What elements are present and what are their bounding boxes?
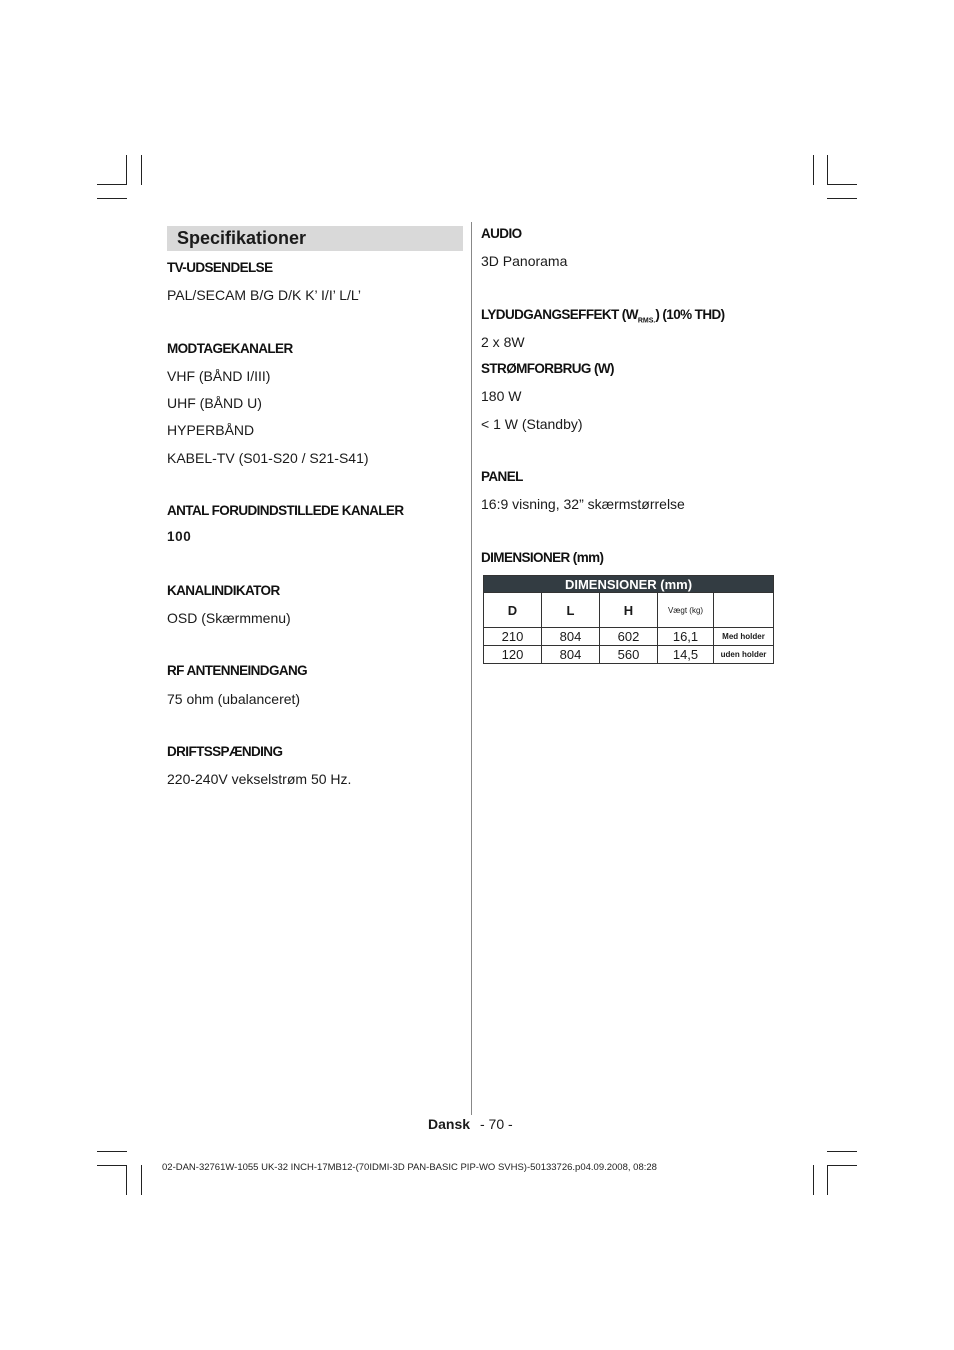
value-rf-antenna: 75 ohm (ubalanceret) — [167, 691, 301, 707]
table-row — [484, 628, 774, 646]
table-cell: 602 — [600, 628, 658, 646]
page-title: Specifikationer — [177, 228, 307, 248]
value-power-on: 180 W — [481, 388, 522, 404]
value-tv-broadcast: PAL/SECAM B/G D/K K’ I/I’ L/L’ — [167, 287, 361, 303]
crop-mark — [827, 1165, 828, 1195]
value-panel: 16:9 visning, 32” skærmstørrelse — [481, 496, 685, 512]
column-header: D — [484, 593, 542, 628]
crop-mark — [141, 1165, 142, 1195]
table-cell: 804 — [542, 646, 600, 664]
column-header: Vægt (kg) — [658, 593, 714, 628]
crop-mark — [97, 1151, 127, 1152]
value-channel-indicator: OSD (Skærmmenu) — [167, 610, 291, 626]
heading-receiving-channels: MODTAGEKANALER — [167, 341, 293, 356]
table-cell: Med holder — [714, 628, 774, 646]
crop-mark — [827, 184, 857, 185]
value-uhf: UHF (BÅND U) — [167, 395, 262, 411]
table-cell: 210 — [484, 628, 542, 646]
heading-panel: PANEL — [481, 469, 523, 484]
crop-mark — [97, 1165, 127, 1166]
table-cell: 16,1 — [658, 628, 714, 646]
crop-mark — [97, 184, 127, 185]
value-audio-output: 2 x 8W — [481, 334, 525, 350]
heading-preset-channels: ANTAL FORUDINDSTILLEDE KANALER — [167, 503, 404, 518]
heading-rf-antenna: RF ANTENNEINDGANG — [167, 663, 308, 678]
heading-channel-indicator: KANALINDIKATOR — [167, 583, 280, 598]
crop-mark — [827, 1151, 857, 1152]
table-caption: DIMENSIONER (mm) — [484, 576, 774, 593]
heading-audio-output-main: LYDUDGANGSEFFEKT (W — [481, 307, 638, 322]
heading-dimensions: DIMENSIONER (mm) — [481, 550, 604, 565]
value-cable-tv: KABEL-TV (S01-S20 / S21-S41) — [167, 450, 369, 466]
column-header: H — [600, 593, 658, 628]
value-preset-channels: 100 — [167, 529, 192, 544]
heading-audio: AUDIO — [481, 226, 522, 241]
page-number: - 70 - — [480, 1116, 513, 1132]
footer-language: Dansk — [428, 1116, 471, 1132]
footer-file-info: 02-DAN-32761W-1055 UK-32 INCH-17MB12-(70IDMI-3D PAN-BASIC PIP-WO SVHS)-50133726.p04.09.2008, 08:28 — [162, 1162, 657, 1173]
table-header-row — [484, 593, 774, 628]
heading-audio-output — [481, 307, 725, 325]
column-divider — [471, 222, 472, 1115]
table-cell: uden holder — [714, 646, 774, 664]
crop-mark — [126, 155, 127, 185]
table-cell: 804 — [542, 628, 600, 646]
column-header: L — [542, 593, 600, 628]
crop-mark — [141, 155, 142, 185]
value-hyperband: HYPERBÅND — [167, 422, 255, 438]
table-cell: 14,5 — [658, 646, 714, 664]
column-header — [714, 593, 774, 628]
section-title-bar — [167, 226, 463, 251]
heading-audio-output-end: ) (10% THD) — [655, 307, 725, 322]
crop-mark — [813, 1165, 814, 1195]
crop-mark — [126, 1165, 127, 1195]
heading-operating-voltage: DRIFTSSPÆNDING — [167, 744, 283, 759]
heading-tv-broadcast: TV-UDSENDELSE — [167, 260, 273, 275]
value-vhf: VHF (BÅND I/III) — [167, 368, 271, 384]
heading-power-consumption: STRØMFORBRUG (W) — [481, 361, 614, 376]
value-audio: 3D Panorama — [481, 253, 568, 269]
heading-audio-output-sub: RMS. — [637, 317, 656, 325]
crop-mark — [813, 155, 814, 185]
table-row — [484, 646, 774, 664]
value-power-standby: < 1 W (Standby) — [481, 416, 583, 432]
crop-mark — [827, 1165, 857, 1166]
crop-mark — [827, 198, 857, 199]
table-cell: 120 — [484, 646, 542, 664]
table-cell: 560 — [600, 646, 658, 664]
value-operating-voltage: 220-240V vekselstrøm 50 Hz. — [167, 771, 352, 787]
crop-mark — [97, 198, 127, 199]
crop-mark — [827, 155, 828, 185]
dimensions-table — [483, 575, 774, 664]
